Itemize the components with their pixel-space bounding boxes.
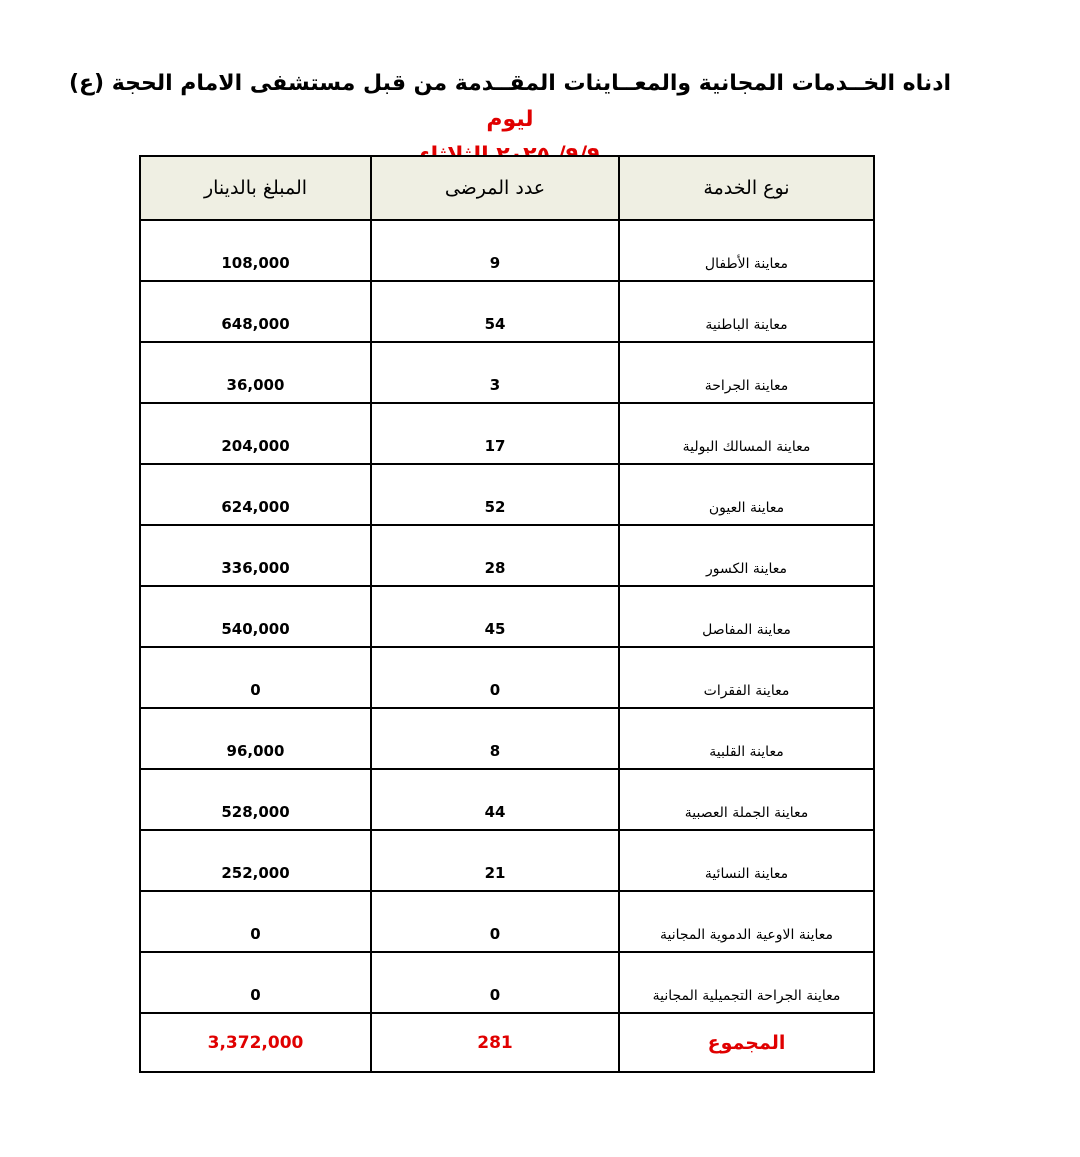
table-row [140,769,874,830]
patients-cell: 0 [371,647,619,708]
table-row [140,586,874,647]
table-row [140,403,874,464]
service-cell: معاينة القلبية [619,708,874,769]
amount-cell: 252,000 [140,830,371,891]
header-row [140,156,874,220]
table-row [140,464,874,525]
amount-cell: 108,000 [140,220,371,281]
table-row [140,647,874,708]
column-header-service: نوع الخدمة [619,156,874,220]
amount-cell: 648,000 [140,281,371,342]
table-row [140,830,874,891]
column-header-patients: عدد المرضى [371,156,619,220]
total-amount: 3,372,000 [140,1013,371,1072]
table-row [140,525,874,586]
table-row [140,708,874,769]
amount-cell: 0 [140,647,371,708]
column-header-amount: المبلغ بالدينار [140,156,371,220]
service-cell: معاينة المسالك البولية [619,403,874,464]
patients-cell: 8 [371,708,619,769]
table-row [140,891,874,952]
amount-cell: 0 [140,891,371,952]
total-row [140,1013,874,1072]
patients-cell: 21 [371,830,619,891]
title-day-word: ليوم [486,107,534,132]
table-header [140,156,874,220]
services-table [139,155,875,1073]
patients-cell: 3 [371,342,619,403]
patients-cell: 0 [371,891,619,952]
patients-cell: 17 [371,403,619,464]
total-label: المجموع [619,1013,874,1072]
service-cell: معاينة الجملة العصبية [619,769,874,830]
amount-cell: 336,000 [140,525,371,586]
patients-cell: 44 [371,769,619,830]
amount-cell: 0 [140,952,371,1013]
amount-cell: 36,000 [140,342,371,403]
patients-cell: 52 [371,464,619,525]
service-cell: معاينة الجراحة [619,342,874,403]
service-cell: معاينة الاوعية الدموية المجانية [619,891,874,952]
service-cell: معاينة الكسور [619,525,874,586]
service-cell: معاينة الفقرات [619,647,874,708]
service-cell: معاينة الباطنية [619,281,874,342]
patients-cell: 0 [371,952,619,1013]
amount-cell: 528,000 [140,769,371,830]
title-line-1 [60,66,960,138]
total-patients: 281 [371,1013,619,1072]
table-row [140,952,874,1013]
amount-cell: 96,000 [140,708,371,769]
service-cell: معاينة الأطفال [619,220,874,281]
service-cell: معاينة العيون [619,464,874,525]
table-row [140,220,874,281]
patients-cell: 54 [371,281,619,342]
service-cell: معاينة المفاصل [619,586,874,647]
amount-cell: 540,000 [140,586,371,647]
service-cell: معاينة النسائية [619,830,874,891]
amount-cell: 204,000 [140,403,371,464]
table-row [140,342,874,403]
title-main-text: ادناه الخــدمات المجانية والمعــاينات المقــدمة من قبل مستشفى الامام الحجة (ع) [68,71,952,96]
table-row [140,281,874,342]
amount-cell: 624,000 [140,464,371,525]
patients-cell: 28 [371,525,619,586]
table-footer [140,1013,874,1072]
service-cell: معاينة الجراحة التجميلية المجانية [619,952,874,1013]
patients-cell: 9 [371,220,619,281]
table-body [140,220,874,1013]
patients-cell: 45 [371,586,619,647]
